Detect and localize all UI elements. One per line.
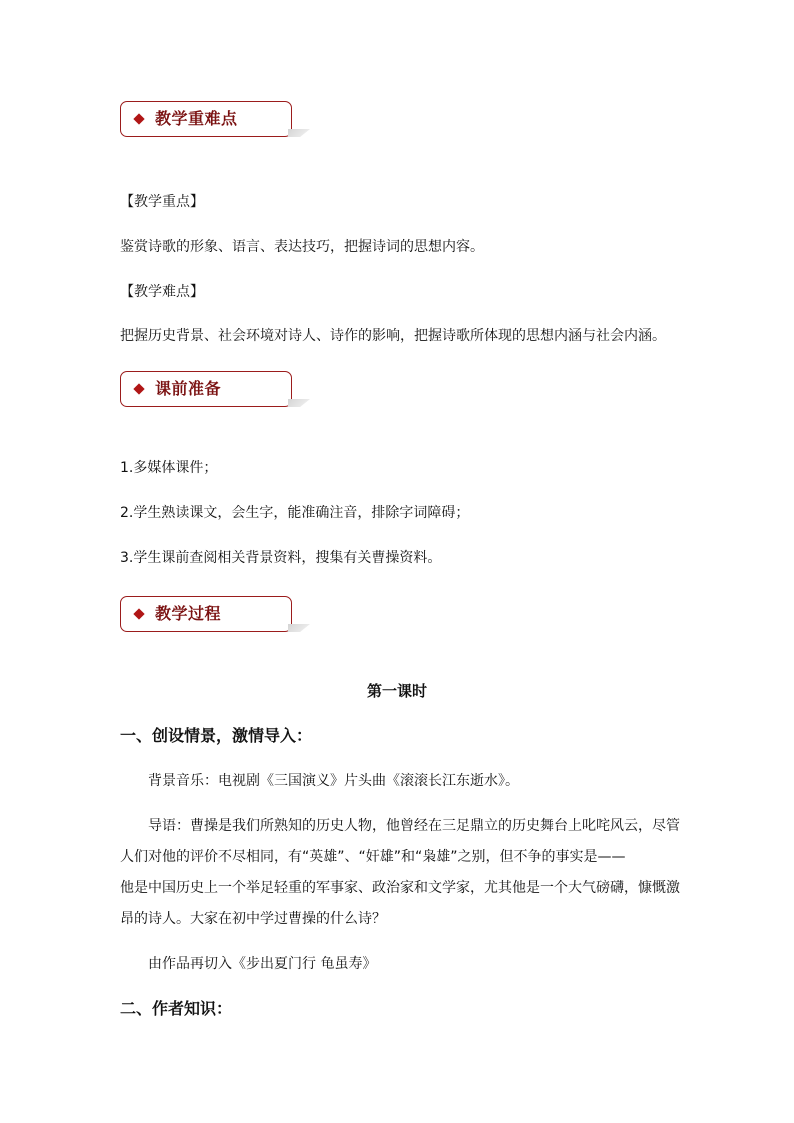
intro-paragraph-line: 人们对他的评价不尽相同，有“英雄”、“奸雄”和“枭雄”之别，但不争的事实是—— (120, 849, 626, 865)
key-point-text: 鉴赏诗歌的形象、语言、表达技巧，把握诗词的思想内容。 (120, 239, 484, 255)
lesson-title: 第一课时 (366, 682, 427, 700)
section-title: 教学重难点 (155, 109, 238, 128)
section-header-difficulty (120, 101, 292, 137)
section-tab-decoration (288, 129, 310, 137)
difficult-point-text: 把握历史背景、社会环境对诗人、诗作的影响，把握诗歌所体现的思想内涵与社会内涵。 (120, 328, 666, 344)
prep-item-1: 1.多媒体课件； (120, 460, 218, 476)
heading-author: 二、作者知识： (120, 999, 233, 1018)
heading-intro: 一、创设情景，激情导入： (120, 726, 313, 745)
transition-text: 由作品再切入《步出夏门行 龟虽寿》 (148, 956, 377, 972)
prep-item-3: 3.学生课前查阅相关背景资料，搜集有关曹操资料。 (120, 550, 442, 566)
diamond-bullet-icon (133, 608, 144, 619)
diamond-bullet-icon (133, 383, 144, 394)
key-point-label: 【教学重点】 (120, 194, 204, 210)
intro-paragraph-line: 昂的诗人。大家在初中学过曹操的什么诗？ (120, 911, 386, 927)
section-title: 教学过程 (155, 604, 222, 623)
background-music-text: 背景音乐：电视剧《三国演义》片头曲《滚滚长江东逝水》。 (148, 773, 519, 789)
section-tab-decoration (288, 399, 310, 407)
intro-paragraph-line: 他是中国历史上一个举足轻重的军事家、政治家和文学家，尤其他是一个大气磅礴，慷慨激 (120, 880, 680, 896)
section-header-process (120, 596, 292, 632)
section-tab-decoration (288, 624, 310, 632)
difficult-point-label: 【教学难点】 (120, 284, 204, 300)
intro-paragraph-line: 导语：曹操是我们所熟知的历史人物，他曾经在三足鼎立的历史舞台上叱咤风云，尽管 (148, 818, 680, 834)
diamond-bullet-icon (133, 113, 144, 124)
section-title: 课前准备 (155, 379, 222, 398)
prep-item-2: 2.学生熟读课文，会生字，能准确注音，排除字词障碍； (120, 505, 470, 521)
section-header-preparation (120, 371, 292, 407)
